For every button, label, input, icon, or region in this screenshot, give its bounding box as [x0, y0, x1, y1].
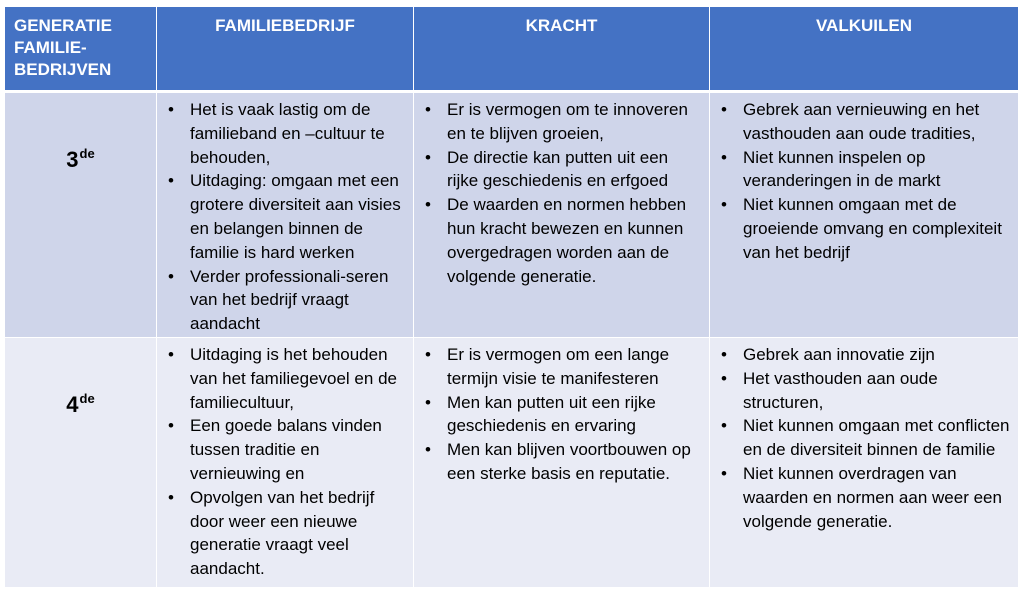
generation-label: [66, 146, 94, 173]
strength-list: [415, 339, 708, 486]
list-item: • Niet kunnen inspelen op veranderingen in de markt: [743, 146, 1011, 194]
generation-number: 4: [66, 392, 79, 417]
generation-suffix: de: [79, 391, 95, 406]
generation-cell: [5, 92, 157, 338]
generation-number: 3: [66, 147, 79, 172]
pitfalls-cell: [710, 92, 1019, 338]
family-business-cell: [157, 92, 414, 338]
pitfalls-list: [711, 94, 1017, 265]
pitfalls-cell: [710, 338, 1019, 588]
list-item: • Er is vermogen om een lange termijn visie te manifesteren: [447, 343, 702, 391]
generation-cell: [5, 338, 157, 588]
list-item: • Gebrek aan innovatie zijn: [743, 343, 1011, 367]
family-business-list: [158, 94, 412, 336]
family-business-list: [158, 339, 412, 581]
list-item: • Niet kunnen omgaan met de groeiende omvang en complexiteit van het bedrijf: [743, 193, 1011, 264]
list-item: • Opvolgen van het bedrijf door weer een nieuwe generatie vraagt veel aandacht.: [190, 486, 406, 581]
list-item: • Men kan putten uit een rijke geschiedenis en ervaring: [447, 391, 702, 439]
list-item: • Het is vaak lastig om de familieband en –cultuur te behouden,: [190, 98, 406, 169]
strength-cell: [414, 338, 710, 588]
table-row-generation-4: [5, 338, 1019, 588]
header-strength: KRACHT: [414, 7, 710, 92]
strength-cell: [414, 92, 710, 338]
list-item: • Men kan blijven voortbouwen op een sterke basis en reputatie.: [447, 438, 702, 486]
list-item: • Uitdaging: omgaan met een grotere diversiteit aan visies en belangen binnen de familie is hard werken: [190, 169, 406, 264]
list-item: • Niet kunnen overdragen van waarden en normen aan weer een volgende generatie.: [743, 462, 1011, 533]
generations-table: [4, 6, 1019, 588]
pitfalls-list: [711, 339, 1017, 533]
list-item: • De waarden en normen hebben hun kracht bewezen en kunnen overgedragen worden aan de volgende generatie.: [447, 193, 702, 288]
list-item: • Gebrek aan vernieuwing en het vasthouden aan oude tradities,: [743, 98, 1011, 146]
table-row-generation-3: [5, 92, 1019, 338]
list-item: • Er is vermogen om te innoveren en te blijven groeien,: [447, 98, 702, 146]
table-header: [5, 7, 1019, 92]
list-item: • Het vasthouden aan oude structuren,: [743, 367, 1011, 415]
list-item: • Uitdaging is het behouden van het familiegevoel en de familiecultuur,: [190, 343, 406, 414]
header-row: [5, 7, 1019, 92]
list-item: • Een goede balans vinden tussen traditie en vernieuwing en: [190, 414, 406, 485]
generation-label: [66, 391, 94, 418]
list-item: • Verder professionali-seren van het bedrijf vraagt aandacht: [190, 265, 406, 336]
list-item: • De directie kan putten uit een rijke geschiedenis en erfgoed: [447, 146, 702, 194]
family-business-cell: [157, 338, 414, 588]
strength-list: [415, 94, 708, 288]
header-generation: GENERATIE FAMILIE-BEDRIJVEN: [5, 7, 157, 92]
header-pitfalls: VALKUILEN: [710, 7, 1019, 92]
generation-suffix: de: [79, 146, 95, 161]
header-family-business: FAMILIEBEDRIJF: [157, 7, 414, 92]
list-item: • Niet kunnen omgaan met conflicten en de diversiteit binnen de familie: [743, 414, 1011, 462]
